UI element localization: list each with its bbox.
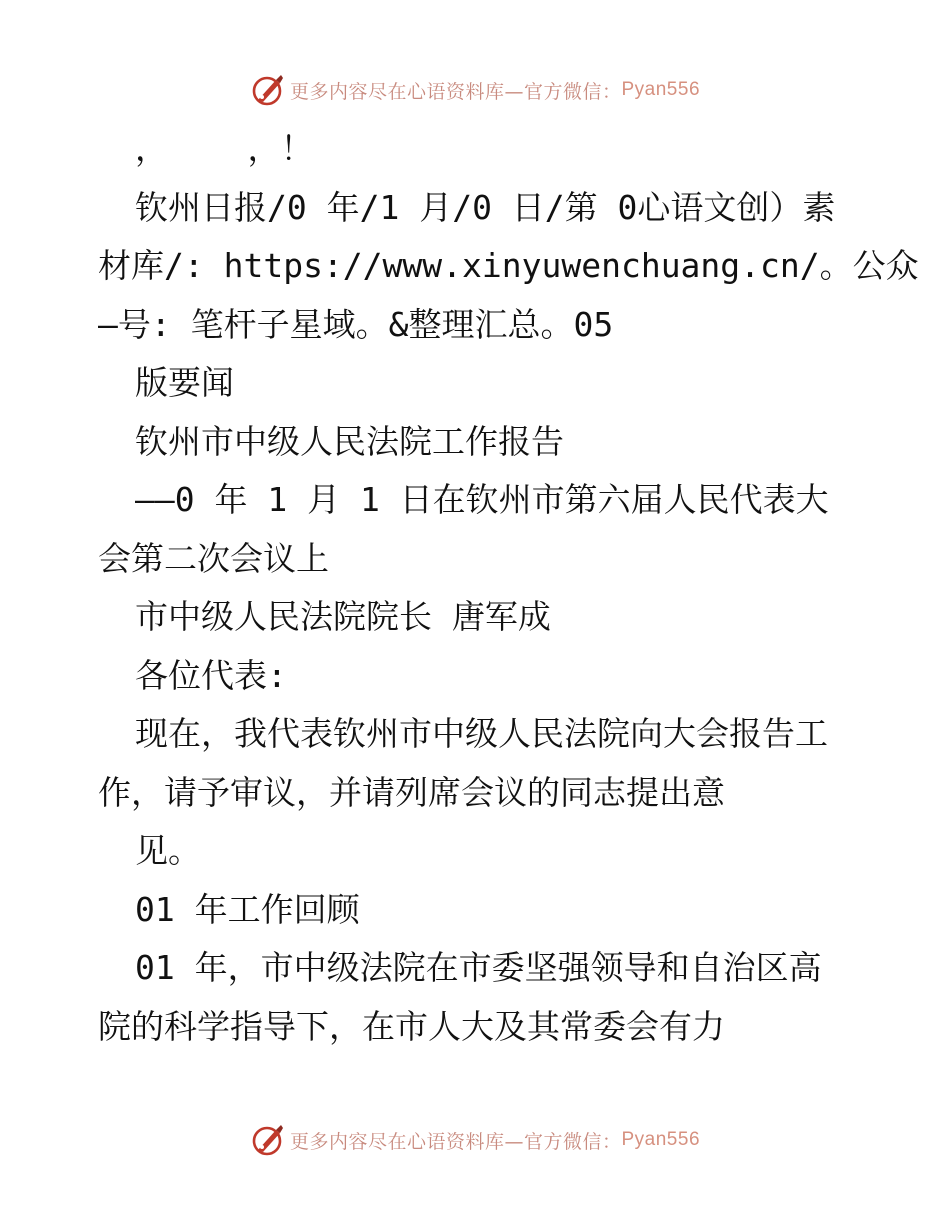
section-heading: 01 年工作回顾	[135, 889, 360, 929]
watermark-handle: Pyan556	[621, 1129, 701, 1150]
text-line: 现在，我代表钦州市中级人民法院向大会报告工	[135, 714, 828, 753]
salutation: 各位代表:	[135, 655, 287, 695]
pen-logo-icon	[250, 1122, 286, 1158]
text-line: 院的科学指导下，在市人大及其常委会有力	[98, 1006, 725, 1046]
watermark-handle: Pyan556	[621, 79, 701, 100]
text-line: 材库/: https://www.xinyuwenchuang.cn/。公众	[98, 246, 919, 285]
text-line: 作，请予审议，并请列席会议的同志提出意	[98, 772, 725, 812]
report-subtitle: ——0 年 1 月 1 日在钦州市第六届人民代表大	[135, 480, 829, 519]
text-line: 钦州日报/0 年/1 月/0 日/第 0心语文创）素	[135, 187, 836, 227]
document-body	[98, 120, 919, 1056]
text-line: ， ，！	[135, 129, 314, 168]
report-author: 市中级人民法院院长 唐军成	[135, 597, 551, 636]
header-watermark	[0, 70, 950, 110]
watermark-text: 更多内容尽在心语资料库—官方微信：	[289, 1130, 622, 1153]
report-subtitle-cont: 会第二次会议上	[98, 538, 329, 578]
text-line: 版要闻	[135, 363, 234, 402]
pen-logo-icon	[250, 72, 286, 108]
text-line: 01 年，市中级法院在市委坚强领导和自治区高	[135, 948, 822, 987]
footer-watermark	[0, 1120, 950, 1160]
text-line: 见。	[135, 831, 201, 870]
watermark-text: 更多内容尽在心语资料库—官方微信：	[289, 80, 622, 103]
text-line: —号: 笔杆子星域。&整理汇总。05	[98, 304, 614, 344]
report-title: 钦州市中级人民法院工作报告	[135, 421, 564, 461]
